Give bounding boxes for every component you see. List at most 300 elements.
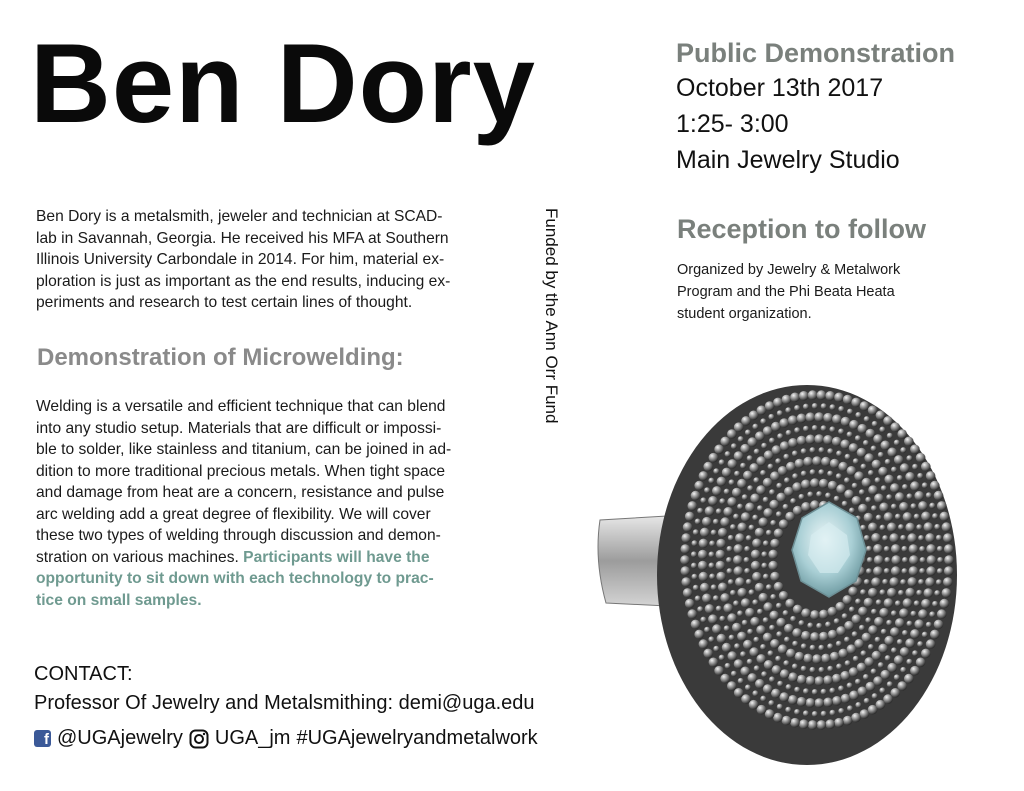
- ring-bead: [918, 501, 928, 511]
- ring-bead: [779, 519, 789, 529]
- organizer-note: [677, 259, 987, 325]
- ring-bead: [756, 654, 766, 664]
- ring-bead: [699, 572, 709, 582]
- ring-bead: [705, 604, 715, 614]
- ring-bead: [755, 583, 765, 593]
- ring-bead: [898, 590, 904, 596]
- ring-bead: [937, 501, 947, 511]
- ring-bead: [727, 568, 733, 574]
- ring-bead: [788, 438, 798, 448]
- ring-bead: [927, 555, 937, 565]
- ring-bead: [777, 433, 783, 439]
- ring-bead: [775, 656, 781, 662]
- ring-bead: [900, 447, 906, 453]
- ring-bead: [792, 482, 802, 492]
- ring-bead: [866, 568, 872, 574]
- ring-bead: [876, 515, 882, 521]
- ring-bead: [825, 391, 835, 401]
- ring-bead: [768, 550, 778, 560]
- ring-bead: [713, 646, 719, 652]
- ring-bead: [823, 675, 833, 685]
- ring-bead: [724, 625, 730, 631]
- ring-bead: [849, 607, 855, 613]
- ring-bead: [755, 431, 765, 441]
- ring-bead: [766, 584, 772, 590]
- ring-bead: [719, 655, 725, 661]
- ring-bead: [860, 589, 866, 595]
- ring-bead: [922, 482, 928, 488]
- ring-bead: [783, 660, 789, 666]
- ring-bead: [783, 504, 789, 510]
- ring-bead: [797, 697, 807, 707]
- ring-bead: [880, 525, 886, 531]
- ring-bead: [897, 429, 907, 439]
- ring-bead: [818, 469, 824, 475]
- ring-bead: [803, 688, 809, 694]
- ring-bead: [759, 593, 769, 603]
- ring-bead: [825, 719, 835, 729]
- ring-bead: [792, 664, 798, 670]
- ring-bead: [799, 494, 805, 500]
- ring-bead: [934, 620, 944, 630]
- ring-bead: [911, 503, 917, 509]
- ring-bead: [700, 528, 710, 538]
- ring-bead: [910, 445, 920, 455]
- ring-bead: [885, 655, 891, 661]
- ring-bead: [716, 606, 722, 612]
- ring-bead: [827, 471, 833, 477]
- ring-bead: [727, 429, 737, 439]
- ring-bead: [803, 404, 809, 410]
- ring-bead: [697, 606, 703, 612]
- ring-bead: [859, 625, 865, 631]
- ring-bead: [873, 566, 883, 576]
- ring-bead: [858, 687, 868, 697]
- ring-bead: [720, 517, 730, 527]
- ring-bead: [862, 633, 872, 643]
- ring-bead: [744, 568, 750, 574]
- ring-bead: [777, 681, 783, 687]
- ring-bead: [801, 631, 811, 641]
- ring-bead: [725, 663, 731, 669]
- ring-bead: [785, 707, 791, 713]
- ring-bead: [757, 406, 767, 416]
- ring-bead: [929, 611, 935, 617]
- ring-bead: [863, 674, 869, 680]
- ring-bead: [865, 497, 871, 503]
- ring-bead: [887, 433, 893, 439]
- ring-bead: [838, 429, 844, 435]
- ring-bead: [887, 663, 897, 673]
- ring-bead: [752, 572, 762, 582]
- ring-bead: [681, 577, 691, 587]
- ring-bead: [775, 458, 781, 464]
- ring-bead: [911, 611, 917, 617]
- ring-bead: [712, 486, 722, 496]
- ring-bead: [699, 639, 709, 649]
- ring-bead: [887, 448, 897, 458]
- contact-block: [34, 660, 538, 753]
- ring-bead: [779, 418, 789, 428]
- ring-bead: [891, 504, 897, 510]
- ring-bead: [750, 494, 760, 504]
- ring-bead: [897, 639, 903, 645]
- ring-bead: [909, 566, 919, 576]
- bio-line: ploration is just as important as the end results, inducing ex-: [36, 272, 451, 290]
- ring-bead: [903, 598, 913, 608]
- ring-bead: [792, 473, 798, 479]
- ring-bead: [937, 609, 947, 619]
- ring-bead: [692, 574, 698, 580]
- ring-bead: [768, 414, 774, 420]
- demo-line: and damage from heat are a concern, resistance and pulse: [36, 484, 445, 501]
- ring-bead: [881, 485, 887, 491]
- ring-bead: [761, 563, 767, 569]
- ring-bead: [790, 498, 796, 504]
- ring-bead: [916, 658, 926, 668]
- ring-bead: [862, 478, 872, 488]
- ring-bead: [844, 637, 850, 643]
- ring-bead: [773, 713, 783, 723]
- ring-bead: [803, 457, 813, 467]
- ring-bead: [853, 656, 859, 662]
- ring-bead: [755, 679, 765, 689]
- ring-bead: [770, 639, 780, 649]
- ring-bead: [873, 676, 883, 686]
- ring-bead: [753, 477, 759, 483]
- ring-bead: [708, 636, 714, 642]
- ring-bead: [803, 654, 813, 664]
- ring-bead: [890, 627, 900, 637]
- ring-bead: [795, 652, 805, 662]
- ring-bead: [769, 625, 775, 631]
- social-links: [34, 724, 538, 753]
- ring-bead: [784, 487, 794, 497]
- ring-bead: [801, 502, 811, 512]
- ring-bead: [884, 512, 894, 522]
- ring-bead: [765, 401, 775, 411]
- ring-bead: [786, 649, 796, 659]
- ring-bead: [691, 563, 697, 569]
- ring-bead: [760, 644, 766, 650]
- ring-bead: [906, 659, 912, 665]
- ring-bead: [700, 617, 706, 623]
- instagram-icon: [189, 729, 209, 749]
- ring-bead: [924, 522, 934, 532]
- ring-bead: [720, 593, 730, 603]
- ring-bead: [926, 566, 936, 576]
- ring-bead: [881, 670, 891, 680]
- ring-bead: [883, 416, 893, 426]
- ring-bead: [918, 535, 924, 541]
- ring-bead: [728, 651, 738, 661]
- ring-bead: [887, 681, 893, 687]
- ring-bead: [832, 696, 842, 706]
- ring-bead: [749, 589, 755, 595]
- ring-bead: [825, 493, 831, 499]
- ring-bead: [780, 441, 790, 451]
- ring-bead: [769, 438, 775, 444]
- ring-bead: [838, 686, 844, 692]
- ring-bead: [821, 403, 827, 409]
- ring-bead: [752, 539, 762, 549]
- ring-bead: [806, 698, 816, 708]
- ring-bead: [864, 579, 870, 585]
- ring-bead: [875, 477, 881, 483]
- ring-bead: [700, 497, 706, 503]
- ring-bead: [900, 647, 910, 657]
- ring-bead: [794, 709, 800, 715]
- ring-bead: [755, 528, 765, 538]
- ring-bead: [905, 472, 915, 482]
- ring-bead: [716, 572, 726, 582]
- ring-bead: [910, 666, 920, 676]
- ring-bead: [727, 613, 737, 623]
- ring-bead: [864, 416, 870, 422]
- ring-bead: [792, 451, 798, 457]
- ring-bead: [768, 650, 774, 656]
- ring-bead: [741, 598, 751, 608]
- ring-bead: [814, 676, 824, 686]
- ring-bead: [724, 489, 730, 495]
- ring-bead: [691, 551, 697, 557]
- ring-bead: [834, 718, 844, 728]
- ring-bead: [866, 546, 872, 552]
- ring-bead: [866, 429, 876, 439]
- ring-bead: [716, 539, 726, 549]
- ring-bead: [788, 672, 798, 682]
- ring-bead: [899, 502, 909, 512]
- ring-bead: [801, 643, 807, 649]
- ring-bead: [843, 595, 853, 605]
- ring-bead: [792, 641, 798, 647]
- ring-bead: [855, 435, 861, 441]
- ring-bead: [763, 478, 773, 488]
- ring-bead: [776, 618, 786, 628]
- ring-bead: [864, 698, 870, 704]
- facebook-icon: f: [34, 730, 51, 747]
- ring-bead: [745, 608, 755, 618]
- ring-bead: [803, 426, 809, 432]
- ring-bead: [794, 687, 800, 693]
- ring-bead: [854, 471, 864, 481]
- demo-line: into any studio setup. Materials that are difficult or impossi-: [36, 419, 442, 437]
- ring-bead: [801, 608, 811, 618]
- ring-bead: [847, 683, 853, 689]
- ring-bead: [836, 473, 842, 479]
- ring-bead: [793, 605, 803, 615]
- ring-bead: [734, 659, 744, 669]
- ring-bead: [926, 492, 932, 498]
- ring-bead: [748, 437, 758, 447]
- ring-bead: [828, 630, 838, 640]
- ring-bead: [884, 557, 890, 563]
- ring-bead: [821, 689, 827, 695]
- ring-bead: [914, 600, 920, 606]
- ring-bead: [906, 455, 912, 461]
- ring-bead: [742, 620, 748, 626]
- ring-bead: [754, 665, 760, 671]
- ring-bead: [847, 705, 853, 711]
- ring-bead: [834, 618, 840, 624]
- ring-bead: [807, 623, 813, 629]
- ring-bead: [873, 544, 883, 554]
- ring-bead: [713, 519, 719, 525]
- ring-bead: [810, 667, 816, 673]
- ring-bead: [694, 630, 704, 640]
- ring-bead: [806, 676, 816, 686]
- ring-bead: [810, 632, 820, 642]
- ring-bead: [830, 652, 840, 662]
- ring-bead: [860, 709, 870, 719]
- ring-bead: [905, 588, 915, 598]
- ring-bead: [851, 398, 861, 408]
- ring-bead: [887, 588, 897, 598]
- ring-bead: [757, 505, 763, 511]
- ring-bead: [936, 535, 942, 541]
- ring-bead: [737, 588, 747, 598]
- ring-bead: [879, 427, 885, 433]
- ring-bead: [878, 644, 888, 654]
- ring-bead: [797, 414, 807, 424]
- ring-bead: [776, 483, 782, 489]
- bio-line: Illinois University Carbondale in 2014. For him, material ex-: [36, 251, 445, 268]
- ring-bead: [821, 711, 827, 717]
- ring-bead: [920, 557, 926, 563]
- ring-bead: [737, 523, 747, 533]
- ring-bead: [738, 678, 744, 684]
- ring-bead: [834, 393, 844, 403]
- ring-bead: [830, 710, 836, 716]
- ring-bead: [899, 608, 909, 618]
- ring-bead: [940, 512, 950, 522]
- ring-bead: [754, 449, 760, 455]
- ring-bead: [895, 618, 905, 628]
- ring-bead: [777, 704, 783, 710]
- ring-bead: [868, 470, 874, 476]
- ring-bead: [749, 647, 759, 657]
- ring-bead: [741, 694, 751, 704]
- ring-bead: [910, 481, 920, 491]
- ring-bead: [907, 493, 913, 499]
- ring-bead: [840, 671, 850, 681]
- instagram-handle: UGA_jm: [214, 727, 291, 749]
- ring-bead: [916, 524, 922, 530]
- ring-bead: [761, 443, 767, 449]
- ring-bead: [849, 508, 855, 514]
- ring-bead: [702, 594, 712, 604]
- ring-bead: [782, 716, 792, 726]
- ring-bead: [807, 492, 813, 498]
- ring-bead: [934, 491, 944, 501]
- ring-bead: [731, 443, 737, 449]
- ring-bead: [844, 490, 854, 500]
- ring-bead: [827, 666, 833, 672]
- ring-bead: [752, 515, 758, 521]
- ring-bead: [693, 585, 699, 591]
- ring-bead: [733, 600, 739, 606]
- ring-bead: [737, 632, 747, 642]
- ring-bead: [860, 401, 870, 411]
- ring-bead: [823, 698, 833, 708]
- ring-bead: [829, 688, 835, 694]
- ring-bead: [784, 637, 790, 643]
- ring-bead: [878, 467, 888, 477]
- ring-bead: [902, 557, 908, 563]
- ring-bead: [763, 617, 769, 623]
- ring-bead: [761, 551, 767, 557]
- ring-bead: [760, 696, 766, 702]
- ring-bead: [770, 539, 780, 549]
- ring-bead: [898, 524, 904, 530]
- ring-bead: [697, 508, 703, 514]
- ring-bead: [855, 599, 861, 605]
- ring-bead: [770, 572, 780, 582]
- ring-bead: [842, 501, 848, 507]
- ring-bead: [868, 485, 878, 495]
- ring-bead: [907, 533, 917, 543]
- ring-bead: [921, 462, 931, 472]
- ring-bead: [785, 599, 795, 609]
- ring-bead: [930, 481, 940, 491]
- ring-bead: [691, 491, 701, 501]
- demo-line: these two types of welding through discussion and demon-: [36, 527, 441, 544]
- ring-bead: [871, 669, 877, 675]
- ring-bead: [734, 688, 744, 698]
- ring-bead: [876, 599, 882, 605]
- ring-bead: [740, 444, 750, 454]
- ring-bead: [708, 478, 714, 484]
- ring-bead: [763, 633, 773, 643]
- ring-bead: [769, 676, 775, 682]
- ring-bead: [925, 577, 935, 587]
- ring-bead: [734, 566, 744, 576]
- ring-bead: [757, 609, 763, 615]
- ring-bead: [751, 561, 761, 571]
- ring-bead: [812, 654, 822, 664]
- ring-bead: [698, 561, 708, 571]
- ring-bead: [745, 430, 751, 436]
- ring-bead: [859, 489, 865, 495]
- ring-bead: [740, 667, 750, 677]
- bio-paragraph: [36, 206, 526, 314]
- ring-bead: [889, 533, 899, 543]
- ring-bead: [845, 454, 851, 460]
- ring-bead: [728, 535, 734, 541]
- ring-bead: [769, 611, 779, 621]
- demo-line: stration on various machines.: [36, 548, 239, 566]
- ring-bead: [720, 674, 730, 684]
- ring-bead: [918, 609, 928, 619]
- ring-bead: [894, 674, 900, 680]
- ring-bead: [885, 459, 891, 465]
- ring-bead: [699, 471, 709, 481]
- ring-bead: [879, 688, 885, 694]
- ring-bead: [873, 434, 883, 444]
- ring-bead: [776, 511, 782, 517]
- ring-bead: [904, 674, 914, 684]
- ring-bead: [741, 512, 751, 522]
- ring-bead: [709, 552, 715, 558]
- ring-bead: [940, 599, 950, 609]
- ring-bead: [887, 523, 897, 533]
- ring-bead: [903, 512, 913, 522]
- ring-bead: [709, 574, 715, 580]
- ring-bead: [868, 705, 878, 715]
- ring-bead: [725, 451, 731, 457]
- ring-bead: [882, 579, 888, 585]
- ring-bead: [763, 497, 769, 503]
